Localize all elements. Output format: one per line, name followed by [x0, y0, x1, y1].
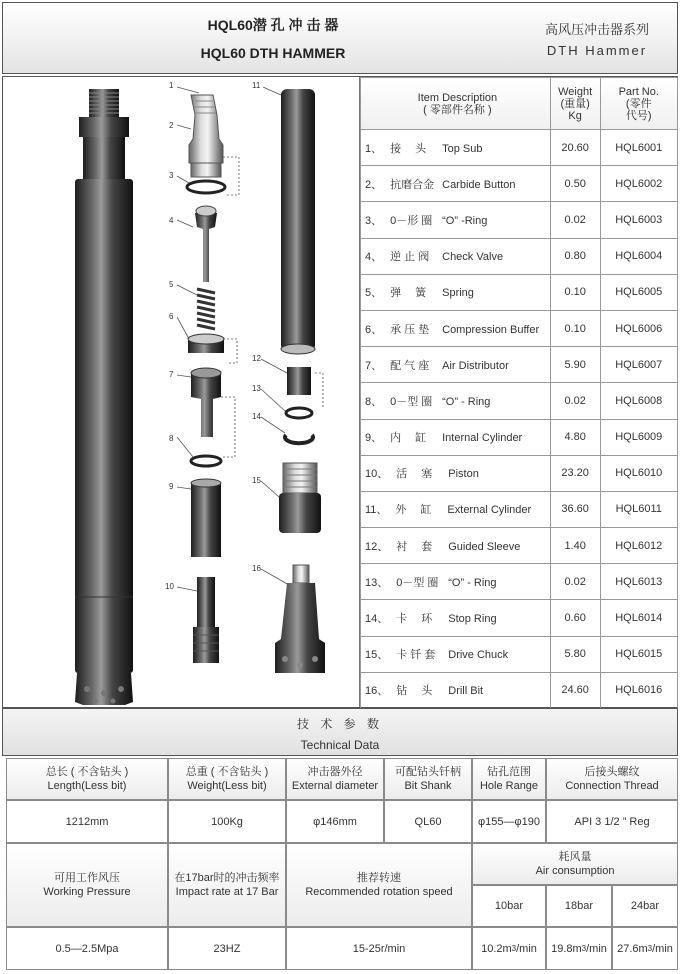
- table-row: [361, 600, 678, 636]
- connection-thread-value: API 3 1/2 ” Reg: [546, 800, 678, 843]
- part-description: 14、 卡 环 Stop Ring: [361, 600, 551, 636]
- weight-less-bit-header: 总重 ( 不含钻头 ) Weight(Less bit): [168, 758, 286, 800]
- table-row: [361, 528, 678, 564]
- rotation-speed-value: 15-25r/min: [286, 927, 472, 970]
- weight-value: 100Kg: [168, 800, 286, 843]
- exploded-parts-column-2: [275, 89, 325, 673]
- table-row: [361, 383, 678, 419]
- part-weight: 0.02: [550, 564, 600, 600]
- callout-1: 1: [169, 81, 174, 90]
- part-weight: 0.10: [550, 310, 600, 346]
- external-diameter-value: φ146mm: [286, 800, 384, 843]
- series-zh: 高风压冲击器系列: [544, 22, 649, 37]
- impact-rate-header: 在17bar时的冲击频率 Impact rate at 17 Bar: [168, 843, 286, 927]
- title-en: HQL60 DTH HAMMER: [200, 45, 346, 61]
- part-description: 16、 钻 头 Drill Bit: [361, 672, 551, 708]
- callout-2: 2: [169, 121, 174, 130]
- parts-table: [360, 77, 678, 709]
- callout-3: 3: [169, 171, 174, 180]
- part-number: HQL6003: [600, 202, 677, 238]
- part-description: 13、 0－型 圈 “O” - Ring: [361, 564, 551, 600]
- part-description: 10、 活 塞 Piston: [361, 455, 551, 491]
- part-number: HQL6015: [600, 636, 677, 672]
- part-weight: 5.80: [550, 636, 600, 672]
- tech-title-zh: 技 术 参 数: [296, 717, 383, 731]
- part-weight: 1.40: [550, 528, 600, 564]
- series-en: DTH Hammer: [546, 43, 648, 58]
- part-number: HQL6007: [600, 347, 677, 383]
- rotation-speed-header: 推荐转速 Recommended rotation speed: [286, 843, 472, 927]
- part-weight: 20.60: [550, 130, 600, 166]
- length-value: 1212mm: [6, 800, 168, 843]
- part-description: 1、 接 头 Top Sub: [361, 130, 551, 166]
- part-number: HQL6016: [600, 672, 677, 708]
- part-description: 9、 内 缸 Internal Cylinder: [361, 419, 551, 455]
- table-row: [361, 347, 678, 383]
- table-row: [361, 419, 678, 455]
- part-description: 11、 外 缸 External Cylinder: [361, 491, 551, 527]
- part-description: 8、 0－型 圈 “O” - Ring: [361, 383, 551, 419]
- callout-8: 8: [169, 434, 174, 443]
- part-weight: 4.80: [550, 419, 600, 455]
- air-24bar-header: 24bar: [612, 885, 678, 927]
- part-weight: 23.20: [550, 455, 600, 491]
- air-consumption-header: 耗风量 Air consumption: [472, 843, 678, 885]
- callout-6: 6: [169, 312, 174, 321]
- parts-section: [2, 76, 678, 708]
- part-number: HQL6014: [600, 600, 677, 636]
- table-row: [361, 130, 678, 166]
- callout-14: 14: [252, 412, 261, 421]
- callout-4: 4: [169, 216, 174, 225]
- title-zh: HQL60潜 孔 冲 击 器: [207, 17, 339, 33]
- part-number: HQL6009: [600, 419, 677, 455]
- part-number: HQL6011: [600, 491, 677, 527]
- bit-shank-header: 可配钻头钎柄 Bit Shank: [384, 758, 472, 800]
- part-weight: 0.80: [550, 238, 600, 274]
- part-weight: 0.02: [550, 202, 600, 238]
- part-weight: 0.60: [550, 600, 600, 636]
- part-weight: 0.50: [550, 166, 600, 202]
- part-number: HQL6012: [600, 528, 677, 564]
- table-row: [361, 491, 678, 527]
- part-number: HQL6008: [600, 383, 677, 419]
- callout-13: 13: [252, 384, 261, 393]
- part-description: 6、 承 压 垫 Compression Buffer: [361, 310, 551, 346]
- part-weight: 36.60: [550, 491, 600, 527]
- hole-range-header: 钻孔范围 Hole Range: [472, 758, 546, 800]
- callout-11: 11: [252, 81, 261, 90]
- callout-5: 5: [169, 280, 174, 289]
- part-weight: 0.10: [550, 274, 600, 310]
- callout-9: 9: [169, 482, 174, 491]
- working-pressure-header: 可用工作风压 Working Pressure: [6, 843, 168, 927]
- tech-title-en: Technical Data: [300, 738, 380, 752]
- impact-rate-value: 23HZ: [168, 927, 286, 970]
- working-pressure-value: 0.5—2.5Mpa: [6, 927, 168, 970]
- part-weight: 0.02: [550, 383, 600, 419]
- air-18bar-header: 18bar: [546, 885, 612, 927]
- part-weight: 5.90: [550, 347, 600, 383]
- part-description: 4、 逆 止 阀 Check Valve: [361, 238, 551, 274]
- part-description: 2、 抗磨合金 Carbide Button: [361, 166, 551, 202]
- length-header: 总长 ( 不含钻头 ) Length(Less bit): [6, 758, 168, 800]
- air-10bar-value: 10.2m 3 /min: [472, 927, 546, 970]
- air-18bar-value: 19.8m 3 /min: [546, 927, 612, 970]
- table-row: [361, 166, 678, 202]
- weight-header: Weight (重量) Kg: [550, 78, 600, 130]
- part-number: HQL6004: [600, 238, 677, 274]
- part-number: HQL6005: [600, 274, 677, 310]
- callout-16: 16: [252, 564, 261, 573]
- table-row: [361, 310, 678, 346]
- air-10bar-header: 10bar: [472, 885, 546, 927]
- part-description: 3、 0－形 圈 “O” -Ring: [361, 202, 551, 238]
- bit-shank-value: QL60: [384, 800, 472, 843]
- table-row: [361, 274, 678, 310]
- table-row: [361, 455, 678, 491]
- table-row: [361, 564, 678, 600]
- table-row: [361, 672, 678, 708]
- callout-7: 7: [169, 370, 174, 379]
- callout-12: 12: [252, 354, 261, 363]
- part-description: 15、 卡 钎 套 Drive Chuck: [361, 636, 551, 672]
- part-number: HQL6013: [600, 564, 677, 600]
- part-no-header: Part No. (零件 代号): [600, 78, 677, 130]
- exploded-parts-column-1: [187, 95, 225, 663]
- part-weight: 24.60: [550, 672, 600, 708]
- table-row: [361, 238, 678, 274]
- exploded-view-illustration: [3, 77, 360, 707]
- callout-15: 15: [252, 476, 261, 485]
- part-description: 7、 配 气 座 Air Distributor: [361, 347, 551, 383]
- part-number: HQL6006: [600, 310, 677, 346]
- page-header: [2, 2, 678, 74]
- hammer-drawing: [3, 77, 359, 707]
- air-24bar-value: 27.6m 3 /min: [612, 927, 678, 970]
- desc-header: Item Description ( 零部件名称 ): [361, 78, 551, 130]
- hole-range-value: φ155—φ190: [472, 800, 546, 843]
- table-row: [361, 636, 678, 672]
- assembled-hammer: [75, 89, 133, 705]
- table-row: [361, 202, 678, 238]
- tech-data-title: [2, 708, 678, 756]
- part-description: 5、 弹 簧 Spring: [361, 274, 551, 310]
- connection-thread-header: 后接头螺纹 Connection Thread: [546, 758, 678, 800]
- part-description: 12、 衬 套 Guided Sleeve: [361, 528, 551, 564]
- part-number: HQL6001: [600, 130, 677, 166]
- part-number: HQL6002: [600, 166, 677, 202]
- callout-10: 10: [165, 582, 174, 591]
- external-diameter-header: 冲击器外径 External diameter: [286, 758, 384, 800]
- part-number: HQL6010: [600, 455, 677, 491]
